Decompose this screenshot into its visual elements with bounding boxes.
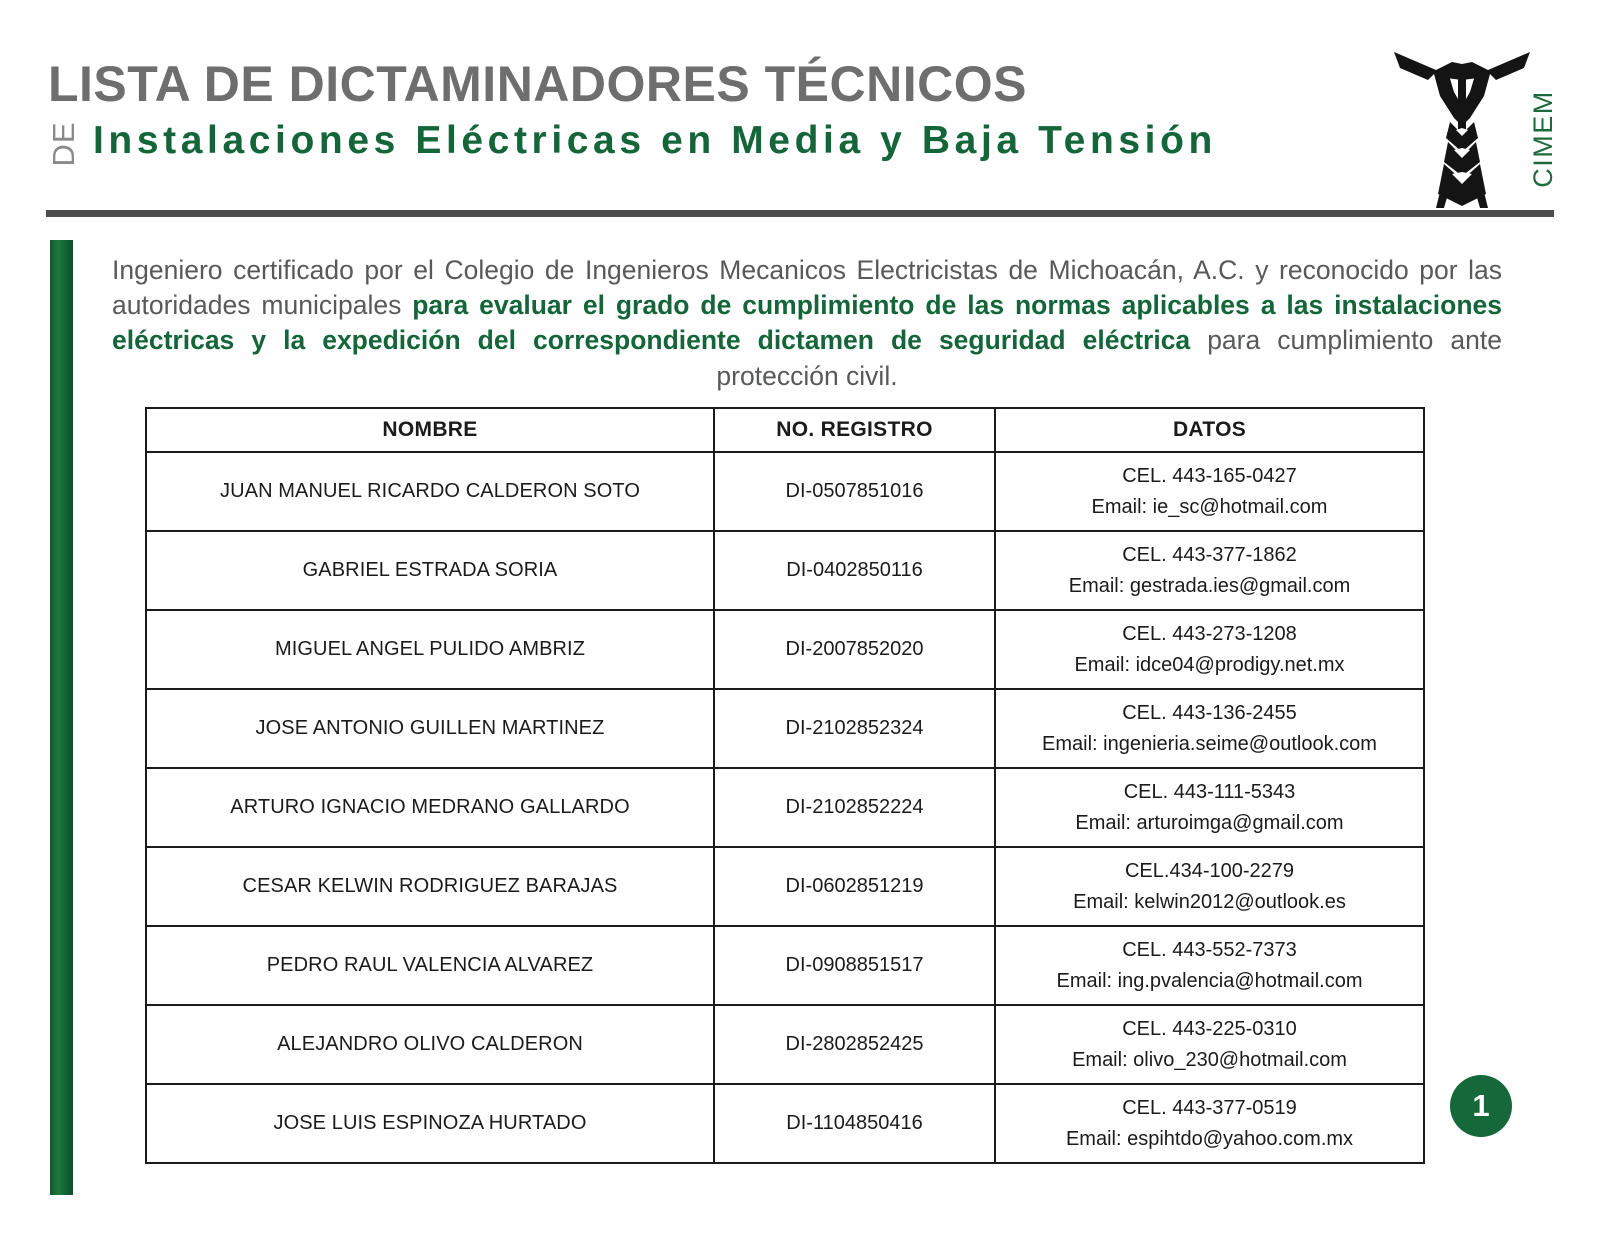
cell-datos [995,452,1424,531]
cell-nombre: MIGUEL ANGEL PULIDO AMBRIZ [146,610,714,689]
cell-nombre: CESAR KELWIN RODRIGUEZ BARAJAS [146,847,714,926]
header-divider [46,210,1554,217]
column-header-datos: DATOS [995,408,1424,452]
cell-nombre: ARTURO IGNACIO MEDRANO GALLARDO [146,768,714,847]
cell-registro: DI-2102852224 [714,768,995,847]
column-header-nombre: NOMBRE [146,408,714,452]
cell-registro: DI-0602851219 [714,847,995,926]
cell-registro: DI-0507851016 [714,452,995,531]
title-block [48,58,1378,173]
page-title: LISTA DE DICTAMINADORES TÉCNICOS [48,56,1027,112]
cell-telefono: CEL. 443-111-5343 [1123,780,1296,803]
cell-datos [995,531,1424,610]
cell-registro: DI-1104850416 [714,1084,995,1163]
table-header-row [146,408,1424,452]
de-rotated-label: DE [46,120,81,167]
cell-datos [995,689,1424,768]
intro-paragraph [112,253,1502,394]
table-row [146,610,1424,689]
cell-registro: DI-2007852020 [714,610,995,689]
cell-telefono: CEL. 443-377-0519 [1122,1096,1297,1119]
cell-nombre: JOSE ANTONIO GUILLEN MARTINEZ [146,689,714,768]
cell-datos [995,768,1424,847]
table-row [146,847,1424,926]
dictaminadores-table-wrap [145,407,1423,1164]
cell-telefono: CEL. 443-225-0310 [1122,1017,1297,1040]
subtitle-row [48,119,1378,173]
cell-email: Email: olivo_230@hotmail.com [1072,1048,1347,1071]
page-number-badge: 1 [1450,1075,1512,1137]
table-row [146,689,1424,768]
table-row [146,1005,1424,1084]
cell-registro: DI-0402850116 [714,531,995,610]
cell-telefono: CEL.434-100-2279 [1124,859,1294,882]
cell-email: Email: gestrada.ies@gmail.com [1068,574,1351,597]
cell-email: Email: ingenieria.seime@outlook.com [1042,732,1377,755]
cell-registro: DI-0908851517 [714,926,995,1005]
cell-email: Email: arturoimga@gmail.com [1075,811,1344,834]
cell-registro: DI-2802852425 [714,1005,995,1084]
cell-datos [995,1005,1424,1084]
cell-email: Email: kelwin2012@outlook.es [1073,890,1346,913]
cell-telefono: CEL. 443-552-7373 [1122,938,1297,961]
table-row [146,926,1424,1005]
table-row [146,452,1424,531]
cell-telefono: CEL. 443-273-1208 [1122,622,1297,645]
cell-datos [995,926,1424,1005]
dictaminadores-table [145,407,1425,1164]
cell-nombre: PEDRO RAUL VALENCIA ALVAREZ [146,926,714,1005]
cell-nombre: JUAN MANUEL RICARDO CALDERON SOTO [146,452,714,531]
cimem-logo [1392,34,1562,210]
cell-email: Email: ie_sc@hotmail.com [1091,495,1328,518]
logo-wordmark: CIMEM [1527,90,1558,188]
cell-telefono: CEL. 443-165-0427 [1122,464,1297,487]
intro-text-part2: para cumplimiento ante protección civil. [716,325,1502,391]
cell-telefono: CEL. 443-377-1862 [1122,543,1297,566]
cell-email: Email: idce04@prodigy.net.mx [1074,653,1345,676]
page-header [0,0,1600,222]
cell-nombre: ALEJANDRO OLIVO CALDERON [146,1005,714,1084]
intro-text-part1: Ingeniero certificado por el Colegio de Ingenieros Mecanicos Electricistas de Michoacán, A.C. y reconocido por las autoridades municipales [112,255,1502,321]
table-row [146,1084,1424,1163]
column-header-registro: NO. REGISTRO [714,408,995,452]
cell-email: Email: espihtdo@yahoo.com.mx [1065,1127,1354,1150]
cell-telefono: CEL. 443-136-2455 [1122,701,1297,724]
cell-nombre: GABRIEL ESTRADA SORIA [146,531,714,610]
cell-datos [995,610,1424,689]
intro-text-highlight: para evaluar el grado de cumplimiento de las normas aplicables a las instalaciones eléctricas y la expedición del correspondiente dictamen de seguridad eléctrica [112,290,1502,356]
cell-nombre: JOSE LUIS ESPINOZA HURTADO [146,1084,714,1163]
table-row [146,768,1424,847]
cell-datos [995,1084,1424,1163]
green-accent-bar [50,240,73,1195]
page-subtitle: Instalaciones Eléctricas en Media y Baja Tensión [93,118,1217,162]
cell-registro: DI-2102852324 [714,689,995,768]
cell-email: Email: ing.pvalencia@hotmail.com [1056,969,1363,992]
table-body [146,452,1424,1163]
cell-datos [995,847,1424,926]
table-row [146,531,1424,610]
